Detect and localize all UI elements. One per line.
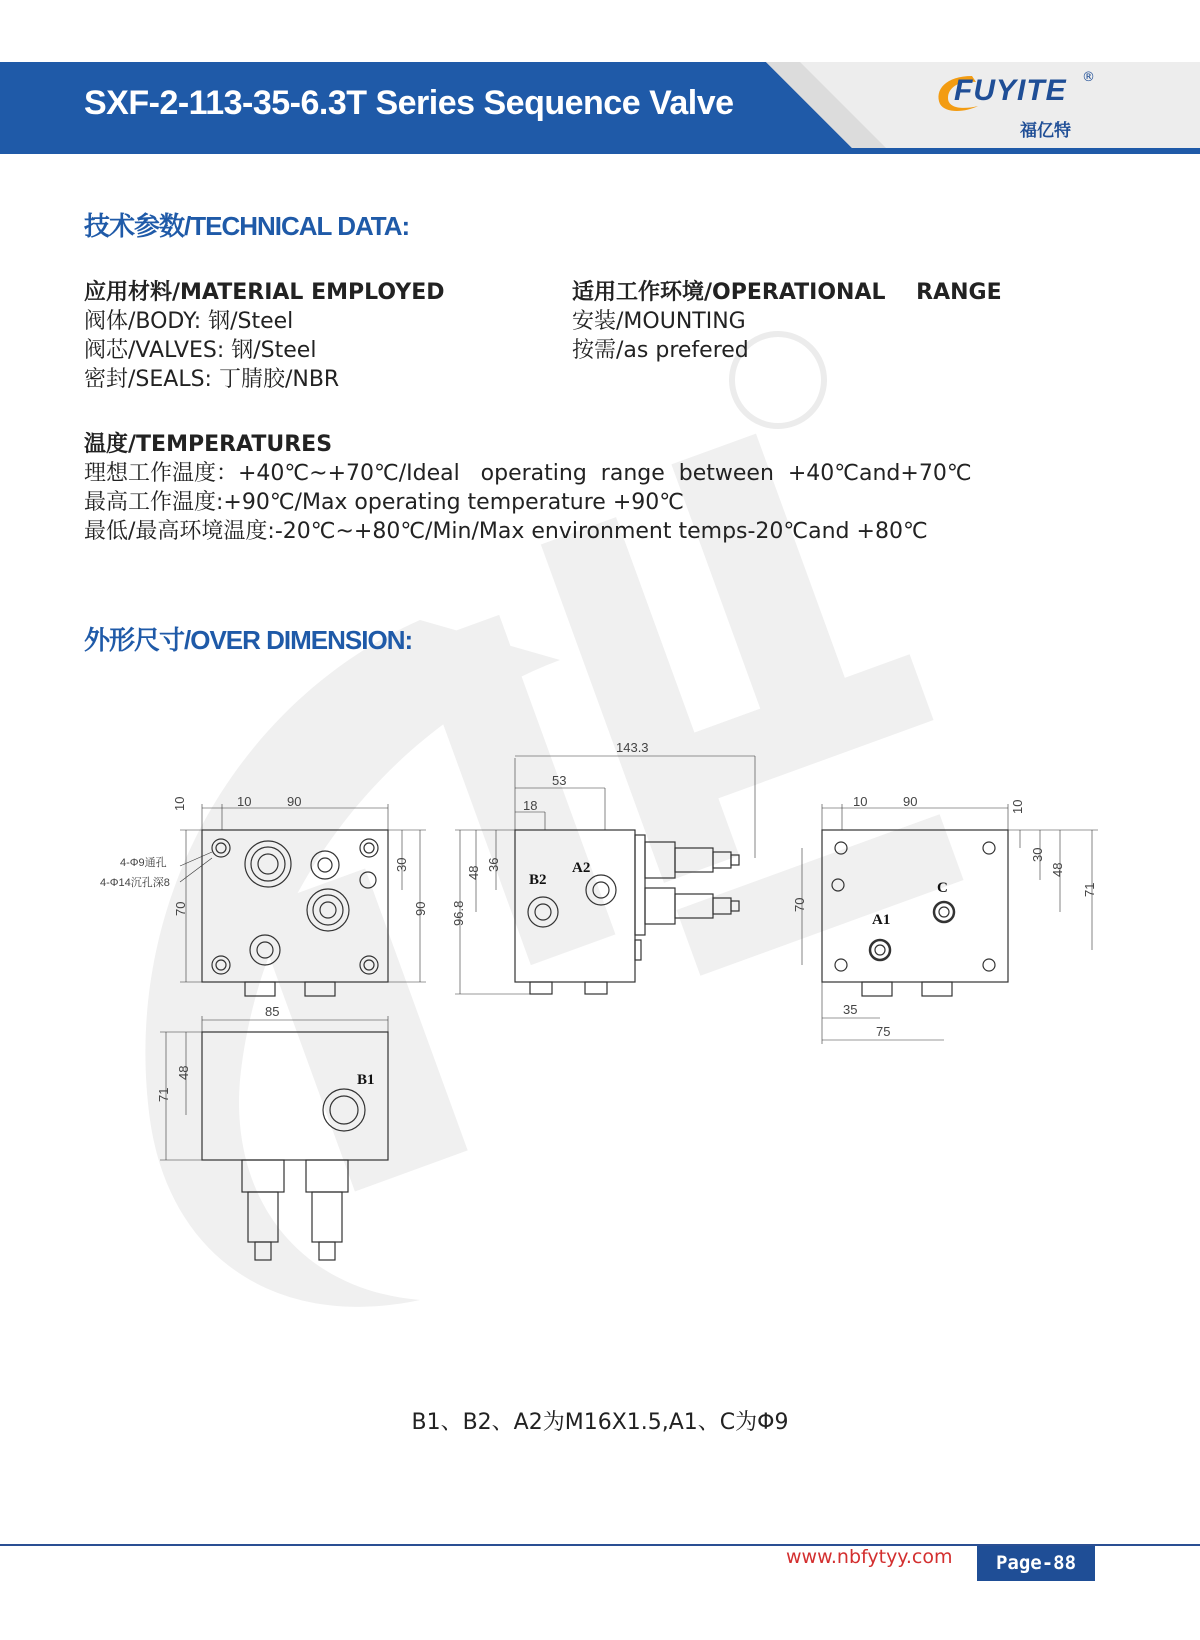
dim-71a: 71 [1082,882,1097,897]
logo-text: FUYITE [954,74,1067,107]
dim-70b: 70 [792,897,807,912]
dim-96-8: 96.8 [451,900,466,926]
dim-48b: 48 [1050,862,1065,877]
dim-10d: 10 [1010,799,1025,814]
temperatures-heading: 温度/TEMPERATURES [84,432,333,457]
registered-mark: ® [1082,70,1095,85]
dim-18: 18 [523,798,538,813]
page-title: SXF-2-113-35-6.3T Series Sequence Valve [84,84,734,122]
temperature-line: 最低/最高环境温度:-20℃~+80℃/Min/Max environment temps-20℃and +80℃ [84,519,928,544]
port-label-c: C [937,880,948,896]
dim-53: 53 [552,773,567,788]
dim-71b: 71 [156,1087,171,1102]
dim-90c: 90 [903,794,918,809]
material-line: 阀芯/VALVES: 钢/Steel [84,338,317,363]
dim-70a: 70 [173,901,188,916]
website-link[interactable]: www.nbfytyy.com [786,1546,953,1568]
dim-48a: 48 [466,865,481,880]
port-label-b2: B2 [529,872,547,888]
material-line: 阀体/BODY: 钢/Steel [84,309,294,334]
dim-48c: 48 [176,1065,191,1080]
dim-75: 75 [876,1024,891,1039]
dim-90b: 90 [413,901,428,916]
logo-chinese: 福亿特 [1020,121,1071,141]
dim-90a: 90 [287,794,302,809]
dim-36: 36 [486,857,501,872]
page-number: Page-88 [995,1552,1077,1574]
temperature-line: 理想工作温度：+40℃~+70℃/Ideal operating range between +40℃and+70℃ [84,461,972,486]
port-label-a1: A1 [872,912,891,928]
hole-note-1: 4-Φ9通孔 [120,857,167,869]
dim-30a: 30 [394,857,409,872]
dim-30b: 30 [1030,847,1045,862]
dim-35: 35 [843,1002,858,1017]
over-dimension-heading: 外形尺寸/OVER DIMENSION: [84,625,413,655]
port-label-b1: B1 [357,1072,375,1088]
operational-line: 安装/MOUNTING [572,309,746,334]
operational-heading: 适用工作环境/OPERATIONAL RANGE [572,280,1002,305]
page-number-box [977,1546,1095,1581]
technical-data-heading: 技术参数/TECHNICAL DATA: [84,211,410,241]
port-label-a2: A2 [572,860,591,876]
dim-10a: 10 [237,794,252,809]
material-heading: 应用材料/MATERIAL EMPLOYED [84,280,445,305]
port-caption: B1、B2、A2为M16X1.5,A1、C为Φ9 [411,1410,789,1435]
dim-85: 85 [265,1004,280,1019]
dim-total-width: 143.3 [616,740,649,755]
dim-10c: 10 [853,794,868,809]
dim-10b: 10 [172,796,187,811]
material-line: 密封/SEALS: 丁腈胶/NBR [84,367,340,392]
hole-note-2: 4-Φ14沉孔深8 [100,877,170,889]
front-view-body [202,830,388,982]
temperature-line: 最高工作温度:+90℃/Max operating temperature +90℃ [84,490,684,515]
operational-line: 按需/as prefered [572,338,749,363]
